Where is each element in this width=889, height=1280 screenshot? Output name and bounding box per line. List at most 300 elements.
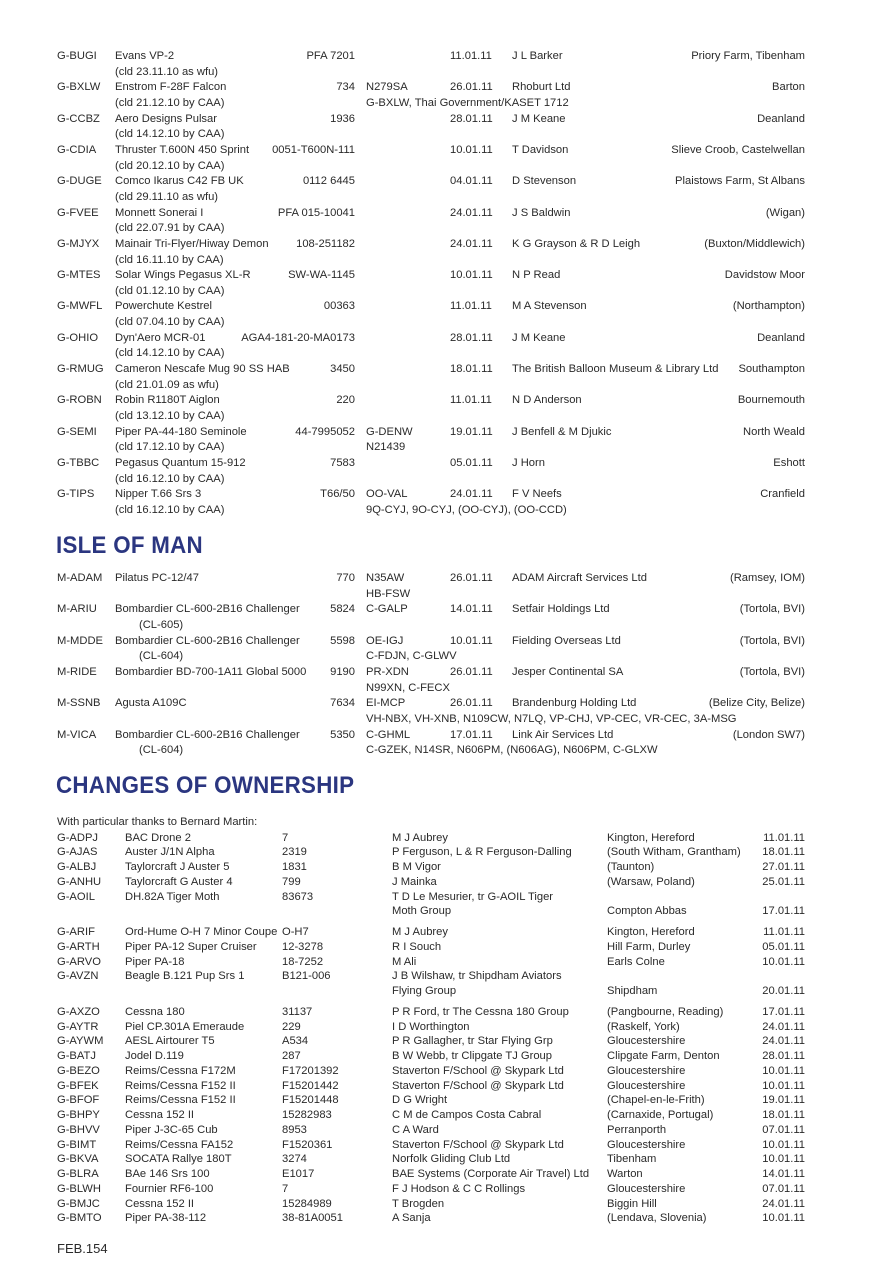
owner: M J Aubrey xyxy=(392,831,448,844)
registration: G-BIMT xyxy=(57,1138,97,1151)
date: 19.01.11 xyxy=(762,1094,805,1107)
registration: G-AVZN xyxy=(57,970,99,983)
location: Hill Farm, Durley xyxy=(607,940,691,953)
constructor-number: 0112 6445 xyxy=(302,175,355,188)
owner: P R Ford, tr The Cessna 180 Group xyxy=(392,1005,569,1018)
date: 10.01.11 xyxy=(762,1212,805,1225)
aircraft-type: Bombardier BD-700-1A11 Global 5000 xyxy=(115,665,307,678)
aircraft-type: Piper J-3C-65 Cub xyxy=(125,1123,218,1136)
owner: J M Keane xyxy=(512,112,566,125)
date: 24.01.11 xyxy=(450,206,493,219)
aircraft-type: SOCATA Rallye 180T xyxy=(125,1153,232,1166)
aircraft-type: Cessna 152 II xyxy=(125,1109,195,1121)
location: Kington, Hereford xyxy=(607,831,695,844)
cancellation-note: (cld 01.12.10 by CAA) xyxy=(115,284,225,297)
aircraft-type: AESL Airtourer T5 xyxy=(125,1035,215,1048)
aircraft-type: Aero Designs Pulsar xyxy=(115,112,217,125)
owner: T Davidson xyxy=(512,143,569,156)
owner-continued: Flying Group xyxy=(392,985,457,997)
owner: N P Read xyxy=(512,269,561,282)
aircraft-type: BAe 146 Srs 100 xyxy=(125,1168,210,1180)
cancellation-note: (cld 17.12.10 by CAA) xyxy=(115,441,225,454)
location: (Tortola, BVI) xyxy=(739,665,805,678)
registration: G-BATJ xyxy=(57,1050,96,1062)
date: 28.01.11 xyxy=(450,331,493,344)
constructor-number: 3274 xyxy=(282,1153,307,1166)
constructor-number: E1017 xyxy=(282,1168,315,1180)
location: Southampton xyxy=(738,363,805,375)
registration: G-DUGE xyxy=(57,175,102,188)
constructor-number: 5824 xyxy=(330,603,355,616)
aircraft-variant: (CL-605) xyxy=(139,619,184,631)
registration: G-AYTR xyxy=(57,1020,99,1033)
aircraft-type: Piper PA-44-180 Seminole xyxy=(115,425,247,438)
location: Shipdham xyxy=(607,985,658,997)
date: 24.01.11 xyxy=(450,488,493,501)
constructor-number: SW-WA-1145 xyxy=(288,269,355,282)
constructor-number: 9190 xyxy=(330,665,355,678)
location: Plaistows Farm, St Albans xyxy=(675,175,805,188)
date: 10.01.11 xyxy=(762,1138,805,1151)
date: 28.01.11 xyxy=(450,112,493,125)
registration: G-AYWM xyxy=(57,1035,104,1048)
constructor-number: 0051-T600N-111 xyxy=(272,143,355,156)
location: Cranfield xyxy=(760,488,805,501)
aircraft-type: Piper PA-12 Super Cruiser xyxy=(125,940,257,953)
location: Gloucestershire xyxy=(607,1182,686,1195)
aircraft-type: Ord-Hume O-H 7 Minor Coupe xyxy=(125,926,278,938)
registration: G-BFEK xyxy=(57,1079,99,1092)
registration: G-BLRA xyxy=(57,1168,99,1180)
location: Slieve Croob, Castelwellan xyxy=(671,143,805,156)
aircraft-variant: (CL-604) xyxy=(139,744,184,757)
date: 10.01.11 xyxy=(450,143,493,156)
location: (Wigan) xyxy=(765,206,805,219)
location: Biggin Hill xyxy=(607,1197,657,1210)
registration: G-ADPJ xyxy=(57,831,99,844)
aircraft-type: Piel CP.301A Emeraude xyxy=(125,1020,245,1033)
registration: G-ARIF xyxy=(57,926,95,938)
aircraft-type: Reims/Cessna F152 II xyxy=(125,1094,236,1107)
registration: G-RMUG xyxy=(57,363,104,375)
owner: J S Baldwin xyxy=(512,206,571,219)
aircraft-type: Nipper T.66 Srs 3 xyxy=(115,488,202,501)
aircraft-type: Beagle B.121 Pup Srs 1 xyxy=(125,970,245,983)
registration: G-BXLW xyxy=(57,81,101,94)
constructor-number: F17201392 xyxy=(282,1064,339,1077)
constructor-number: 1936 xyxy=(330,112,355,125)
registration: G-TBBC xyxy=(57,456,100,469)
registration: G-MJYX xyxy=(57,237,100,250)
location: (Buxton/Middlewich) xyxy=(704,237,805,250)
date: 10.01.11 xyxy=(762,955,805,968)
previous-identities: N99XN, C-FECX xyxy=(366,681,450,694)
registration: G-AJAS xyxy=(57,846,98,859)
registration: G-FVEE xyxy=(57,206,99,219)
previous-identity: EI-MCP xyxy=(366,697,406,710)
aircraft-type: Piper PA-18 xyxy=(125,955,185,968)
constructor-number: 734 xyxy=(336,81,355,94)
date: 27.01.11 xyxy=(762,861,805,873)
location: Clipgate Farm, Denton xyxy=(607,1050,720,1062)
owner: M Ali xyxy=(392,955,417,968)
location: Kington, Hereford xyxy=(607,926,695,938)
registration: M-MDDE xyxy=(57,634,103,647)
aircraft-type: Taylorcraft G Auster 4 xyxy=(125,875,233,888)
registration: G-MWFL xyxy=(57,300,103,313)
location: (Tortola, BVI) xyxy=(739,634,805,647)
aircraft-type: Dyn'Aero MCR-01 xyxy=(115,331,206,344)
owner: Fielding Overseas Ltd xyxy=(512,634,621,647)
location: (South Witham, Grantham) xyxy=(607,846,741,859)
date: 18.01.11 xyxy=(762,846,805,859)
aircraft-type: Robin R1180T Aiglon xyxy=(115,394,220,407)
constructor-number: 770 xyxy=(336,572,355,584)
owner: Norfolk Gliding Club Ltd xyxy=(392,1153,511,1166)
aircraft-type: Reims/Cessna F152 II xyxy=(125,1079,236,1092)
registration: G-BMJC xyxy=(57,1197,100,1210)
date: 14.01.11 xyxy=(450,603,493,616)
location: Priory Farm, Tibenham xyxy=(691,50,805,62)
previous-identity: OE-IGJ xyxy=(366,634,404,647)
registration: G-ALBJ xyxy=(57,861,97,873)
location: North Weald xyxy=(743,425,805,438)
previous-identity: C-GALP xyxy=(366,603,408,616)
owner: A Sanja xyxy=(392,1212,431,1225)
owner: J B Wilshaw, tr Shipdham Aviators xyxy=(392,970,562,983)
aircraft-type: Bombardier CL-600-2B16 Challenger xyxy=(115,634,300,647)
registration: G-ARTH xyxy=(57,940,100,953)
aircraft-type: Agusta A109C xyxy=(115,697,187,710)
owner: D Stevenson xyxy=(512,175,577,188)
owner: I D Worthington xyxy=(392,1020,470,1033)
registration: M-ARIU xyxy=(57,603,97,616)
registration: G-CDIA xyxy=(57,143,97,156)
location: Deanland xyxy=(757,112,805,125)
cancellation-note: (cld 16.12.10 by CAA) xyxy=(115,503,225,516)
constructor-number: 799 xyxy=(282,875,301,888)
date: 11.01.11 xyxy=(450,50,492,62)
aircraft-type: Bombardier CL-600-2B16 Challenger xyxy=(115,603,300,616)
date: 11.01.11 xyxy=(763,831,805,844)
previous-identities: C-GZEK, N14SR, N606PM, (N606AG), N606PM, C-GLXW xyxy=(366,744,658,757)
constructor-number: 287 xyxy=(282,1050,301,1062)
location: Deanland xyxy=(757,331,805,344)
cancellation-note: (cld 14.12.10 by CAA) xyxy=(115,347,225,360)
owner: R I Souch xyxy=(392,940,442,953)
date: 05.01.11 xyxy=(762,940,805,953)
location: Perranporth xyxy=(607,1123,667,1136)
constructor-number: T66/50 xyxy=(320,488,355,501)
location: (Tortola, BVI) xyxy=(739,603,805,616)
date: 26.01.11 xyxy=(450,572,493,584)
cancellation-note: (cld 16.11.10 by CAA) xyxy=(115,253,224,266)
date: 10.01.11 xyxy=(450,269,493,282)
owner: J Horn xyxy=(512,456,545,469)
aircraft-variant: (CL-604) xyxy=(139,650,184,663)
changes-of-ownership-heading: CHANGES OF OWNERSHIP xyxy=(56,772,355,799)
aircraft-type: Pilatus PC-12/47 xyxy=(115,572,199,584)
aircraft-type: Evans VP-2 xyxy=(115,50,175,62)
aircraft-type: BAC Drone 2 xyxy=(125,831,191,844)
cancellation-note: (cld 29.11.10 as wfu) xyxy=(115,190,219,203)
constructor-number: 5350 xyxy=(330,728,355,741)
date: 10.01.11 xyxy=(762,1153,805,1166)
constructor-number: 3450 xyxy=(330,363,355,375)
date: 07.01.11 xyxy=(762,1182,805,1195)
owner: J L Barker xyxy=(512,50,563,62)
registration: G-SEMI xyxy=(57,425,97,438)
registration: M-VICA xyxy=(57,728,97,741)
changes-intro: With particular thanks to Bernard Martin: xyxy=(57,816,258,828)
owner: J M Keane xyxy=(512,331,566,344)
owner: F J Hodson & C C Rollings xyxy=(392,1182,526,1195)
previous-identities: G-BXLW, Thai Government/KASET 1712 xyxy=(366,97,569,109)
aircraft-type: Comco Ikarus C42 FB UK xyxy=(115,175,244,188)
constructor-number: 108-251182 xyxy=(296,237,355,250)
owner: C M de Campos Costa Cabral xyxy=(392,1109,542,1121)
location: (Chapel-en-le-Frith) xyxy=(607,1094,705,1107)
owner: N D Anderson xyxy=(512,394,582,407)
registration: G-BEZO xyxy=(57,1064,100,1077)
registration: M-ADAM xyxy=(57,572,103,584)
aircraft-type: Cessna 152 II xyxy=(125,1197,195,1210)
owner: ADAM Aircraft Services Ltd xyxy=(512,572,647,584)
registration: G-AXZO xyxy=(57,1005,100,1018)
owner: Rhoburt Ltd xyxy=(512,81,571,94)
aircraft-type: Jodel D.119 xyxy=(125,1050,184,1062)
registration: G-MTES xyxy=(57,269,101,282)
location: Compton Abbas xyxy=(607,905,687,918)
date: 10.01.11 xyxy=(450,634,493,647)
constructor-number: 44-7995052 xyxy=(295,425,355,438)
location: (Lendava, Slovenia) xyxy=(607,1212,707,1225)
location: (Raskelf, York) xyxy=(607,1020,680,1033)
constructor-number: 00363 xyxy=(323,300,355,313)
constructor-number: 18-7252 xyxy=(282,955,324,968)
location: Gloucestershire xyxy=(607,1138,686,1151)
location: (Ramsey, IOM) xyxy=(730,572,805,584)
aircraft-type: Mainair Tri-Flyer/Hiway Demon xyxy=(115,237,269,250)
date: 14.01.11 xyxy=(762,1168,805,1180)
previous-identity: G-DENW xyxy=(366,425,413,438)
date: 24.01.11 xyxy=(450,237,493,250)
cancellation-note: (cld 22.07.91 by CAA) xyxy=(115,222,225,235)
owner: Link Air Services Ltd xyxy=(512,728,614,741)
owner: Staverton F/School @ Skypark Ltd xyxy=(392,1138,564,1151)
date: 26.01.11 xyxy=(450,665,493,678)
constructor-number: AGA4-181-20-MA0173 xyxy=(241,331,355,344)
aircraft-type: Fournier RF6-100 xyxy=(125,1182,214,1195)
location: Barton xyxy=(772,81,805,94)
aircraft-type: Cameron Nescafe Mug 90 SS HAB xyxy=(115,363,290,375)
registration: G-AOIL xyxy=(57,890,95,903)
owner: BAE Systems (Corporate Air Travel) Ltd xyxy=(392,1168,590,1180)
date: 18.01.11 xyxy=(450,363,493,375)
isle-of-man-heading: ISLE OF MAN xyxy=(56,532,203,559)
date: 18.01.11 xyxy=(762,1109,805,1121)
constructor-number: PFA 7201 xyxy=(306,50,355,62)
previous-identity: PR-XDN xyxy=(366,665,409,678)
registration: M-SSNB xyxy=(57,697,101,710)
location: Tibenham xyxy=(607,1153,657,1166)
owner: Jesper Continental SA xyxy=(512,665,624,678)
owner: T D Le Mesurier, tr G-AOIL Tiger xyxy=(392,890,554,903)
registration: G-BHVV xyxy=(57,1123,100,1136)
location: Bournemouth xyxy=(737,394,805,407)
registration: G-BLWH xyxy=(57,1182,101,1195)
date: 25.01.11 xyxy=(762,875,805,888)
cancellation-note: (cld 13.12.10 by CAA) xyxy=(115,410,225,422)
location: (London SW7) xyxy=(732,728,805,741)
date: 07.01.11 xyxy=(762,1123,805,1136)
owner: T Brogden xyxy=(392,1197,445,1210)
constructor-number: 83673 xyxy=(282,890,314,903)
location: (Belize City, Belize) xyxy=(708,697,805,710)
constructor-number: O-H7 xyxy=(282,926,309,938)
registration: G-BUGI xyxy=(57,50,97,62)
constructor-number: 38-81A0051 xyxy=(282,1212,343,1225)
owner: B W Webb, tr Clipgate TJ Group xyxy=(392,1050,553,1062)
constructor-number: 7 xyxy=(282,1182,289,1195)
previous-identities: HB-FSW xyxy=(366,587,411,600)
aircraft-type: Auster J/1N Alpha xyxy=(125,846,215,859)
owner: D G Wright xyxy=(392,1094,448,1107)
date: 24.01.11 xyxy=(762,1197,805,1210)
date: 11.01.11 xyxy=(450,300,492,313)
aircraft-type: DH.82A Tiger Moth xyxy=(125,890,220,903)
constructor-number: F15201442 xyxy=(282,1079,339,1092)
aircraft-type: Thruster T.600N 450 Sprint xyxy=(115,143,250,156)
owner: J Benfell & M Djukic xyxy=(512,425,612,438)
date: 11.01.11 xyxy=(763,926,805,938)
cancellation-note: (cld 21.12.10 by CAA) xyxy=(115,97,225,109)
cancellation-note: (cld 16.12.10 by CAA) xyxy=(115,472,225,485)
owner: P Ferguson, L & R Ferguson-Dalling xyxy=(392,846,572,859)
constructor-number: F1520361 xyxy=(282,1138,333,1151)
aircraft-type: Pegasus Quantum 15-912 xyxy=(115,456,246,469)
page-number: FEB.154 xyxy=(57,1241,108,1256)
constructor-number: 12-3278 xyxy=(282,940,324,953)
location: Earls Colne xyxy=(607,955,665,968)
constructor-number: F15201448 xyxy=(282,1094,339,1107)
owner: J Mainka xyxy=(392,875,437,888)
aircraft-type: Cessna 180 xyxy=(125,1005,185,1018)
owner: P R Gallagher, tr Star Flying Grp xyxy=(392,1035,553,1048)
date: 20.01.11 xyxy=(762,985,805,997)
location: (Pangbourne, Reading) xyxy=(607,1005,724,1018)
location: Gloucestershire xyxy=(607,1079,686,1092)
aircraft-type: Monnett Sonerai I xyxy=(115,206,204,219)
date: 11.01.11 xyxy=(450,394,492,407)
registration: G-OHIO xyxy=(57,331,99,344)
constructor-number: A534 xyxy=(282,1035,309,1048)
previous-identity: N279SA xyxy=(366,81,408,94)
owner: M A Stevenson xyxy=(512,300,587,313)
registration: G-BHPY xyxy=(57,1109,100,1121)
cancellation-note: (cld 14.12.10 by CAA) xyxy=(115,128,225,141)
constructor-number: PFA 015-10041 xyxy=(277,206,355,219)
date: 28.01.11 xyxy=(762,1050,805,1062)
location: Eshott xyxy=(773,456,805,469)
registration: G-BMTO xyxy=(57,1212,102,1225)
date: 17.01.11 xyxy=(762,905,805,918)
owner: B M Vigor xyxy=(392,861,441,873)
owner: The British Balloon Museum & Library Ltd xyxy=(512,363,719,375)
location: (Northampton) xyxy=(732,300,805,313)
previous-identity: N35AW xyxy=(366,572,405,584)
location: (Carnaxide, Portugal) xyxy=(607,1109,714,1121)
owner: Setfair Holdings Ltd xyxy=(512,603,610,616)
registration: G-ANHU xyxy=(57,875,102,888)
aircraft-type: Taylorcraft J Auster 5 xyxy=(125,861,230,873)
aircraft-type: Powerchute Kestrel xyxy=(115,300,213,313)
location: Gloucestershire xyxy=(607,1035,686,1048)
aircraft-type: Enstrom F-28F Falcon xyxy=(115,81,227,94)
aircraft-type: Reims/Cessna FA152 xyxy=(125,1138,234,1151)
date: 05.01.11 xyxy=(450,456,493,469)
location: Gloucestershire xyxy=(607,1064,686,1077)
date: 19.01.11 xyxy=(450,425,493,438)
cancellation-note: (cld 07.04.10 by CAA) xyxy=(115,316,225,329)
previous-identities: 9Q-CYJ, 9O-CYJ, (OO-CYJ), (OO-CCD) xyxy=(366,503,567,516)
previous-identity: OO-VAL xyxy=(366,488,408,501)
constructor-number: 8953 xyxy=(282,1123,307,1136)
date: 26.01.11 xyxy=(450,81,493,94)
owner: Staverton F/School @ Skypark Ltd xyxy=(392,1079,564,1092)
date: 04.01.11 xyxy=(450,175,493,188)
location: Warton xyxy=(607,1168,643,1180)
owner: M J Aubrey xyxy=(392,926,448,938)
constructor-number: 15282983 xyxy=(282,1109,332,1121)
registration: G-ARVO xyxy=(57,955,101,968)
aircraft-type: Piper PA-38-112 xyxy=(125,1212,207,1225)
constructor-number: 31137 xyxy=(282,1005,313,1018)
constructor-number: 15284989 xyxy=(282,1197,332,1210)
constructor-number: 1831 xyxy=(282,861,307,873)
previous-identity: C-GHML xyxy=(366,728,411,741)
registration: G-BKVA xyxy=(57,1153,99,1166)
date: 10.01.11 xyxy=(762,1064,805,1077)
registration: G-ROBN xyxy=(57,394,102,407)
aircraft-type: Solar Wings Pegasus XL-R xyxy=(115,269,251,282)
owner: C A Ward xyxy=(392,1123,439,1136)
registration: G-CCBZ xyxy=(57,112,100,125)
registration: G-BFOF xyxy=(57,1094,100,1107)
aircraft-type: Bombardier CL-600-2B16 Challenger xyxy=(115,728,300,741)
location: Davidstow Moor xyxy=(724,269,805,282)
previous-identities: N21439 xyxy=(366,441,406,454)
cancellation-note: (cld 21.01.09 as wfu) xyxy=(115,378,219,391)
location: (Taunton) xyxy=(607,861,655,873)
cancellation-note: (cld 23.11.10 as wfu) xyxy=(115,65,219,78)
date: 17.01.11 xyxy=(450,728,493,741)
date: 24.01.11 xyxy=(762,1035,805,1048)
constructor-number: 220 xyxy=(336,394,355,407)
constructor-number: 7 xyxy=(282,831,289,844)
owner: Brandenburg Holding Ltd xyxy=(512,697,637,710)
owner: F V Neefs xyxy=(512,488,562,501)
constructor-number: 7634 xyxy=(330,697,355,710)
previous-identities: VH-NBX, VH-XNB, N109CW, N7LQ, VP-CHJ, VP-CEC, VR-CEC, 3A-MSG xyxy=(366,712,737,725)
date: 26.01.11 xyxy=(450,697,493,710)
location: (Warsaw, Poland) xyxy=(607,875,695,888)
owner-continued: Moth Group xyxy=(392,905,452,918)
aircraft-type: Reims/Cessna F172M xyxy=(125,1064,236,1077)
constructor-number: B121-006 xyxy=(282,970,331,983)
owner: Staverton F/School @ Skypark Ltd xyxy=(392,1064,564,1077)
registration: G-TIPS xyxy=(57,488,95,501)
